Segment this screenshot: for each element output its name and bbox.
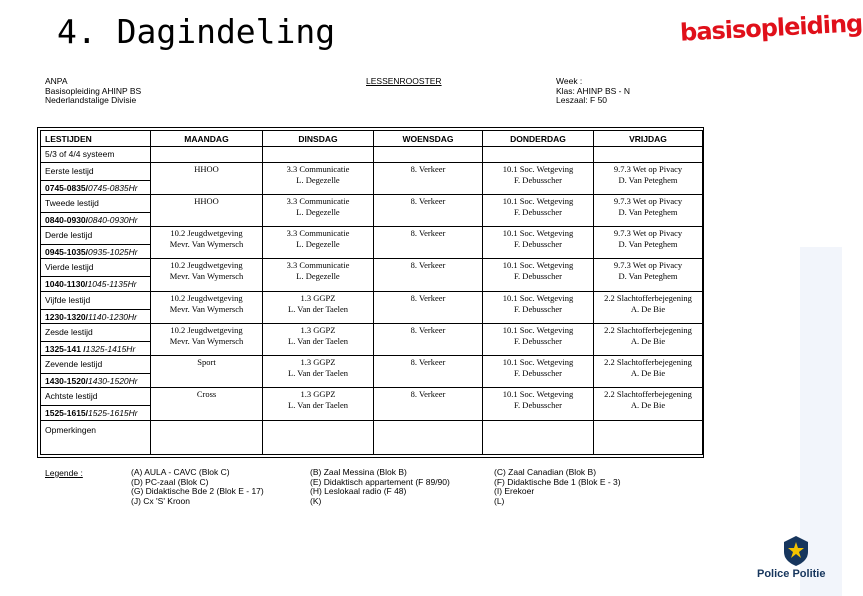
lesson-teacher [374,174,482,175]
lesson-cell-donderdag [483,227,594,259]
period-hours [41,405,150,418]
lesson-subject: 2.2 Slachtofferbejegening [604,389,692,400]
period-name: Zesde lestijd [45,326,93,337]
table-row [41,194,703,226]
lesson-teacher [374,367,482,368]
lesson-cell-woensdag [374,323,483,355]
period-name: Achtste lestijd [45,391,98,402]
lesson-teacher: F. Debusscher [514,174,562,185]
lesson-subject: 2.2 Slachtofferbejegening [604,324,692,335]
legend-item: (E) Didaktisch appartement (F 89/90) [310,476,450,487]
period-hours-main: 1430-1520/ [45,376,89,387]
lesson-cell-maandag [151,227,263,259]
lesson-subject: Cross [196,389,217,400]
lesson-teacher: A. De Bie [630,335,666,346]
period-hours [41,341,150,354]
lesson-cell-woensdag [374,388,483,420]
lesson-subject: 1.3 GGPZ [300,292,336,303]
period-hours-alt: 1525-1615Hr [88,408,138,419]
lesson-cell-woensdag [374,291,483,323]
lesson-period-cell [41,259,151,291]
lesson-teacher [151,399,262,400]
period-hours-alt: 0745-0835Hr [88,182,138,193]
header-class: Klas: AHINP BS - N [556,85,631,96]
period-hours [41,212,150,225]
lesson-subject: 9.7.3 Wet op Pivacy [613,228,683,239]
col-header-dinsdag: DINSDAG [263,131,374,147]
header-schedule-title: LESSENROOSTER [366,76,442,86]
lesson-subject: 10.1 Soc. Wetgeving [502,163,574,174]
lesson-cell-dinsdag [263,291,374,323]
period-hours [41,309,150,322]
system-cell [263,147,374,163]
header-left [45,77,141,106]
lesson-cell-donderdag [483,323,594,355]
col-header-woensdag: WOENSDAG [374,131,483,147]
period-hours [41,180,150,193]
header-week: Week : [556,76,583,86]
col-header-donderdag: DONDERDAG [483,131,594,147]
lesson-subject: 9.7.3 Wet op Pivacy [613,260,683,271]
lesson-cell-donderdag [483,194,594,226]
header-program: Basisopleiding AHINP BS [45,85,142,96]
lesson-cell-maandag [151,356,263,388]
lesson-cell-woensdag [374,259,483,291]
lesson-subject: 3.3 Communicatie [286,163,350,174]
lesson-teacher [374,270,482,271]
lesson-subject: 1.3 GGPZ [300,357,336,368]
lesson-cell-woensdag [374,194,483,226]
lesson-cell-maandag [151,259,263,291]
lesson-subject: 10.1 Soc. Wetgeving [502,292,574,303]
lesson-subject: 10.1 Soc. Wetgeving [502,260,574,271]
remarks-row [41,420,703,454]
period-hours-main: 0840-0930/ [45,214,89,225]
lesson-cell-maandag [151,194,263,226]
lesson-subject: 10.2 Jeugdwetgeving [170,228,243,239]
lesson-subject: 8. Verkeer [410,389,446,400]
lesson-teacher: Mevr. Van Wymersch [169,271,244,282]
lesson-subject: 10.1 Soc. Wetgeving [502,357,574,368]
period-name: Zevende lestijd [45,359,103,370]
lesson-period-cell [41,388,151,420]
lesson-teacher: F. Debusscher [514,206,562,217]
period-hours [41,373,150,386]
lesson-teacher: D. Van Peteghem [618,271,678,282]
lesson-subject: 10.1 Soc. Wetgeving [502,324,574,335]
lesson-period-cell [41,323,151,355]
lesson-teacher: F. Debusscher [514,368,562,379]
lesson-subject: 10.2 Jeugdwetgeving [170,324,243,335]
lesson-cell-dinsdag [263,259,374,291]
lesson-teacher [151,174,262,175]
lesson-cell-dinsdag [263,388,374,420]
lesson-period-cell [41,291,151,323]
remarks-cell [151,420,263,454]
table-row [41,259,703,291]
lesson-cell-dinsdag [263,323,374,355]
lesson-subject: 10.1 Soc. Wetgeving [502,228,574,239]
lesson-cell-maandag [151,388,263,420]
legend-item: (J) Cx 'S' Kroon [131,495,190,506]
lesson-subject: 8. Verkeer [410,292,446,303]
lesson-cell-maandag [151,291,263,323]
lesson-subject: 8. Verkeer [410,260,446,271]
lesson-subject: 2.2 Slachtofferbejegening [604,292,692,303]
system-cell [374,147,483,163]
lesson-cell-vrijdag [594,388,703,420]
lesson-cell-vrijdag [594,259,703,291]
police-star-icon [782,536,810,566]
lesson-cell-vrijdag [594,323,703,355]
lesson-teacher: L. Degezelle [296,271,340,282]
period-hours-main: 0945-1035/ [45,247,89,258]
lesson-cell-woensdag [374,227,483,259]
lesson-subject: 8. Verkeer [410,195,446,206]
lesson-teacher: L. Degezelle [296,206,340,217]
legend-item: (H) Leslokaal radio (F 48) [310,486,407,497]
lesson-subject: 10.1 Soc. Wetgeving [502,195,574,206]
legend-item: (I) Erekoer [494,486,535,497]
legend-column-1 [131,468,264,506]
lesson-subject: 10.2 Jeugdwetgeving [170,292,243,303]
lesson-subject: 8. Verkeer [410,228,446,239]
lesson-cell-donderdag [483,356,594,388]
lesson-period-cell [41,227,151,259]
system-cell [594,147,703,163]
lesson-teacher [374,335,482,336]
lesson-subject: 10.2 Jeugdwetgeving [170,260,243,271]
lesson-teacher [374,399,482,400]
period-hours-alt: 1045-1135Hr [87,279,137,290]
lesson-period-cell [41,356,151,388]
period-name: Vijfde lestijd [45,294,91,305]
remarks-label: Opmerkingen [41,420,151,454]
legend-column-2 [310,468,450,506]
lesson-cell-woensdag [374,162,483,194]
slide-title: 4. Dagindeling [57,12,336,51]
lesson-teacher: A. De Bie [630,303,666,314]
period-hours-alt: 0935-1025Hr [88,247,138,258]
lesson-cell-vrijdag [594,291,703,323]
lesson-teacher: L. Degezelle [296,174,340,185]
table-row [41,388,703,420]
legend-item: (L) [494,495,505,506]
period-hours-main: 1525-1615/ [45,408,89,419]
table-row [41,356,703,388]
lesson-teacher: F. Debusscher [514,271,562,282]
lesson-teacher: L. Van der Taelen [288,303,348,314]
table-row [41,227,703,259]
lesson-teacher: F. Debusscher [514,303,562,314]
lesson-teacher: Mevr. Van Wymersch [169,335,244,346]
lesson-teacher: D. Van Peteghem [618,174,678,185]
legend-item: (B) Zaal Messina (Blok B) [310,467,407,477]
legend-title: Legende : [45,468,83,478]
lesson-teacher [151,367,262,368]
police-logo-text: Police Politie [757,568,826,580]
lesson-cell-vrijdag [594,194,703,226]
lesson-subject: 2.2 Slachtofferbejegening [604,357,692,368]
lesson-cell-maandag [151,323,263,355]
lesson-teacher [151,206,262,207]
period-hours-alt: 0840-0930Hr [88,214,138,225]
lesson-period-cell [41,194,151,226]
lesson-teacher [374,303,482,304]
remarks-cell [594,420,703,454]
lesson-cell-vrijdag [594,227,703,259]
lesson-subject: 9.7.3 Wet op Pivacy [613,163,683,174]
lesson-teacher: F. Debusscher [514,239,562,250]
lesson-cell-donderdag [483,162,594,194]
period-hours-alt: 1140-1230Hr [88,311,138,322]
lesson-teacher: D. Van Peteghem [618,239,678,250]
lesson-cell-vrijdag [594,356,703,388]
lesson-teacher: L. Van der Taelen [288,335,348,346]
period-name: Tweede lestijd [45,197,99,208]
col-header-lestijden: LESTIJDEN [41,131,151,147]
remarks-cell [374,420,483,454]
lesson-teacher: L. Van der Taelen [288,400,348,411]
lesson-teacher: F. Debusscher [514,335,562,346]
period-hours [41,276,150,289]
lesson-subject: 3.3 Communicatie [286,228,350,239]
lesson-cell-donderdag [483,388,594,420]
lesson-teacher: A. De Bie [630,368,666,379]
legend-item: (F) Didaktische Bde 1 (Blok E - 3) [494,476,621,487]
lesson-subject: HHOO [194,163,219,174]
period-hours-alt: 1430-1520Hr [88,376,138,387]
table-row [41,291,703,323]
lesson-subject: 8. Verkeer [410,357,446,368]
period-hours-main: 1040-1130/ [45,279,88,290]
lesson-teacher: A. De Bie [630,400,666,411]
table-row [41,162,703,194]
system-cell [483,147,594,163]
remarks-cell [263,420,374,454]
lesson-teacher: Mevr. Van Wymersch [169,239,244,250]
schedule-table [40,130,703,455]
lesson-subject: 1.3 GGPZ [300,389,336,400]
period-hours-main: 1230-1320/ [45,311,89,322]
lesson-subject: HHOO [194,195,219,206]
lesson-cell-maandag [151,162,263,194]
lesson-teacher: F. Debusscher [514,400,562,411]
lesson-cell-dinsdag [263,227,374,259]
header-room: Leszaal: F 50 [556,95,608,105]
period-hours-main: 0745-0835/ [45,182,89,193]
period-name: Vierde lestijd [45,262,94,273]
lesson-teacher: L. Degezelle [296,239,340,250]
period-hours-alt: 1325-1415Hr [85,343,136,354]
legend-item: (C) Zaal Canadian (Blok B) [494,467,597,477]
lesson-cell-vrijdag [594,162,703,194]
period-name: Eerste lestijd [45,165,94,176]
legend-item: (D) PC-zaal (Blok C) [131,476,209,487]
lesson-cell-woensdag [374,356,483,388]
lesson-subject: 3.3 Communicatie [286,195,350,206]
header-org: ANPA [45,76,68,86]
lesson-period-cell [41,162,151,194]
col-header-vrijdag: VRIJDAG [594,131,703,147]
lesson-subject: 10.1 Soc. Wetgeving [502,389,574,400]
header-division: Nederlandstalige Divisie [45,95,137,105]
lesson-cell-dinsdag [263,194,374,226]
lesson-subject: 9.7.3 Wet op Pivacy [613,195,683,206]
legend-item: (G) Didaktische Bde 2 (Blok E - 17) [131,486,264,497]
lesson-teacher [374,238,482,239]
lesson-subject: Sport [197,357,216,368]
lesson-subject: 8. Verkeer [410,163,446,174]
legend-column-3 [494,468,621,506]
lesson-teacher: L. Van der Taelen [288,368,348,379]
system-row [41,147,703,163]
system-label: 5/3 of 4/4 systeem [41,147,151,163]
lesson-cell-dinsdag [263,162,374,194]
table-row [41,323,703,355]
system-cell [151,147,263,163]
period-hours-main: 1325-141 / [45,343,86,354]
lesson-teacher [374,206,482,207]
brand-wordmark: basisopleiding [679,9,863,47]
lesson-teacher: Mevr. Van Wymersch [169,303,244,314]
lesson-teacher: D. Van Peteghem [618,206,678,217]
table-header-row [41,131,703,147]
lesson-subject: 1.3 GGPZ [300,324,336,335]
period-hours [41,244,150,257]
lesson-cell-donderdag [483,291,594,323]
lesson-cell-dinsdag [263,356,374,388]
header-right [556,77,630,106]
col-header-maandag: MAANDAG [151,131,263,147]
lesson-cell-donderdag [483,259,594,291]
lesson-subject: 8. Verkeer [410,324,446,335]
legend-item: (K) [310,495,322,506]
legend-item: (A) AULA - CAVC (Blok C) [131,467,230,477]
period-name: Derde lestijd [45,230,93,241]
remarks-cell [483,420,594,454]
lesson-subject: 3.3 Communicatie [286,260,350,271]
